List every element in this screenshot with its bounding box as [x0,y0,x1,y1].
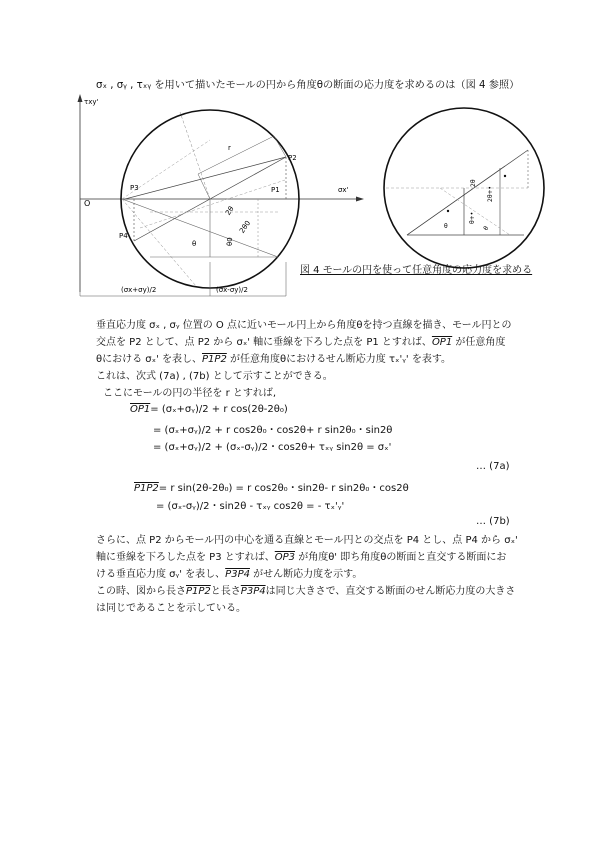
line-upper [180,112,210,199]
p1-line2: 交点を P2 として、点 P2 から σₓ' 軸に垂線を下ろした点を P1 とすれば、OP1 が任意角度 [96,337,506,348]
tau-axis-label: τxy' [84,98,99,106]
eqA-line1: OP1= (σₓ+σᵧ)/2 + r cos(2θ-2θ₀) [130,404,288,415]
p2-line3: ける垂直応力度 σᵧ' を表し、P3P4 がせん断応力度を示す。 [96,569,363,580]
sigma-axis-label: σx' [338,186,349,194]
detail-dash-d [440,185,510,235]
line-p3-p2 [125,157,286,199]
p1-line3: θにおける σₓ' を表し、P1P2 が任意角度θにおけるせん断応力度 τₓ'ᵧ' を表す。 [96,354,452,365]
tau-axis-arrow [78,94,83,102]
p4-label: P4 [119,232,128,240]
dim-right-label: (σx-σy)/2 [216,286,248,294]
sigma-axis-arrow [356,197,364,202]
p1-line5: ここにモールの円の半径を r とすれば, [103,388,277,399]
eqB-number: … (7b) [476,516,510,527]
origin-label: O [84,199,91,208]
eqB-line1: P1P2= r sin(2θ-2θ₀) = r cos2θ₀・sin2θ- r sin2θ₀・cos2θ [134,483,409,494]
detail-label-2: 2θ+• [487,185,494,202]
p2-line5: は同じであることを示している。 [96,603,246,614]
p3-label: P3 [130,184,139,192]
p1-line1: 垂直応力度 σₓ , σᵧ 位置の O 点に近いモール円上から角度θを持つ直線を描き、モール円との [96,320,512,331]
detail-dot-1 [447,210,449,212]
eqA-line3: = (σₓ+σᵧ)/2 + (σₓ-σᵧ)/2・cos2θ+ τₓᵧ sin2θ = σₓ' [153,442,392,453]
intro-text: σₓ , σᵧ , τₓᵧ を用いて描いたモールの円から角度θの断面の応力度を求めるのは（図 4 参照） [96,80,520,91]
eqA-line2: = (σₓ+σᵧ)/2 + r cos2θ₀・cos2θ+ r sin2θ₀・sin2θ [153,425,393,436]
r-label: r [228,144,231,152]
angle-theta-label: θ [192,240,197,248]
figure-caption: 図 4 モールの円を使って任意角度の応力度を求める [300,265,533,276]
line-diagonal [122,199,278,257]
detail-label-5: θ [482,225,491,232]
detail-label-3: θ [444,223,448,230]
p1-label: P1 [271,186,280,194]
r-bracket-1 [198,174,210,199]
angle-2theta-label: 2θ [224,204,236,217]
label-op3: OP3 [274,552,296,563]
p2-line2: 軸に垂線を下ろした点を P3 とすれば、OP3 が角度θ' 即ち角度θの断面と直交する断面にお [96,552,507,563]
line-dashed-3 [140,180,285,228]
label-p1p2: P1P2 [202,354,227,365]
dim-left-label: (σx+σy)/2 [121,286,157,294]
p2-line4: この時、図から長さP1P2と長さP3P4は同じ大きさで、直交する断面のせん断応力度の大きさ [96,586,516,597]
angle-theta0-label: θ0 [226,237,234,246]
p2-label: P2 [288,154,297,162]
label-op1: OP1 [431,337,453,348]
r-bracket-3 [274,136,286,157]
label-p3p4: P3P4 [225,569,250,580]
eqA-number: … (7a) [476,461,510,472]
p2-line1: さらに、点 P2 からモール円の中心を通る直線とモール円との交点を P4 とし、点 P4 から σₓ' [96,535,518,546]
angle-2theta0-label: 2θ0 [238,219,253,235]
r-bracket-2 [198,136,274,174]
p1-line4: これは、次式 (7a) , (7b) として示すことができる。 [96,371,333,382]
detail-label-1: 2θ [470,179,477,187]
detail-dot-2 [504,175,506,177]
eqB-line2: = (σₓ-σᵧ)/2・sin2θ - τₓᵧ cos2θ = - τₓ'ᵧ' [156,501,345,512]
detail-label-4: θ+• [469,211,476,224]
